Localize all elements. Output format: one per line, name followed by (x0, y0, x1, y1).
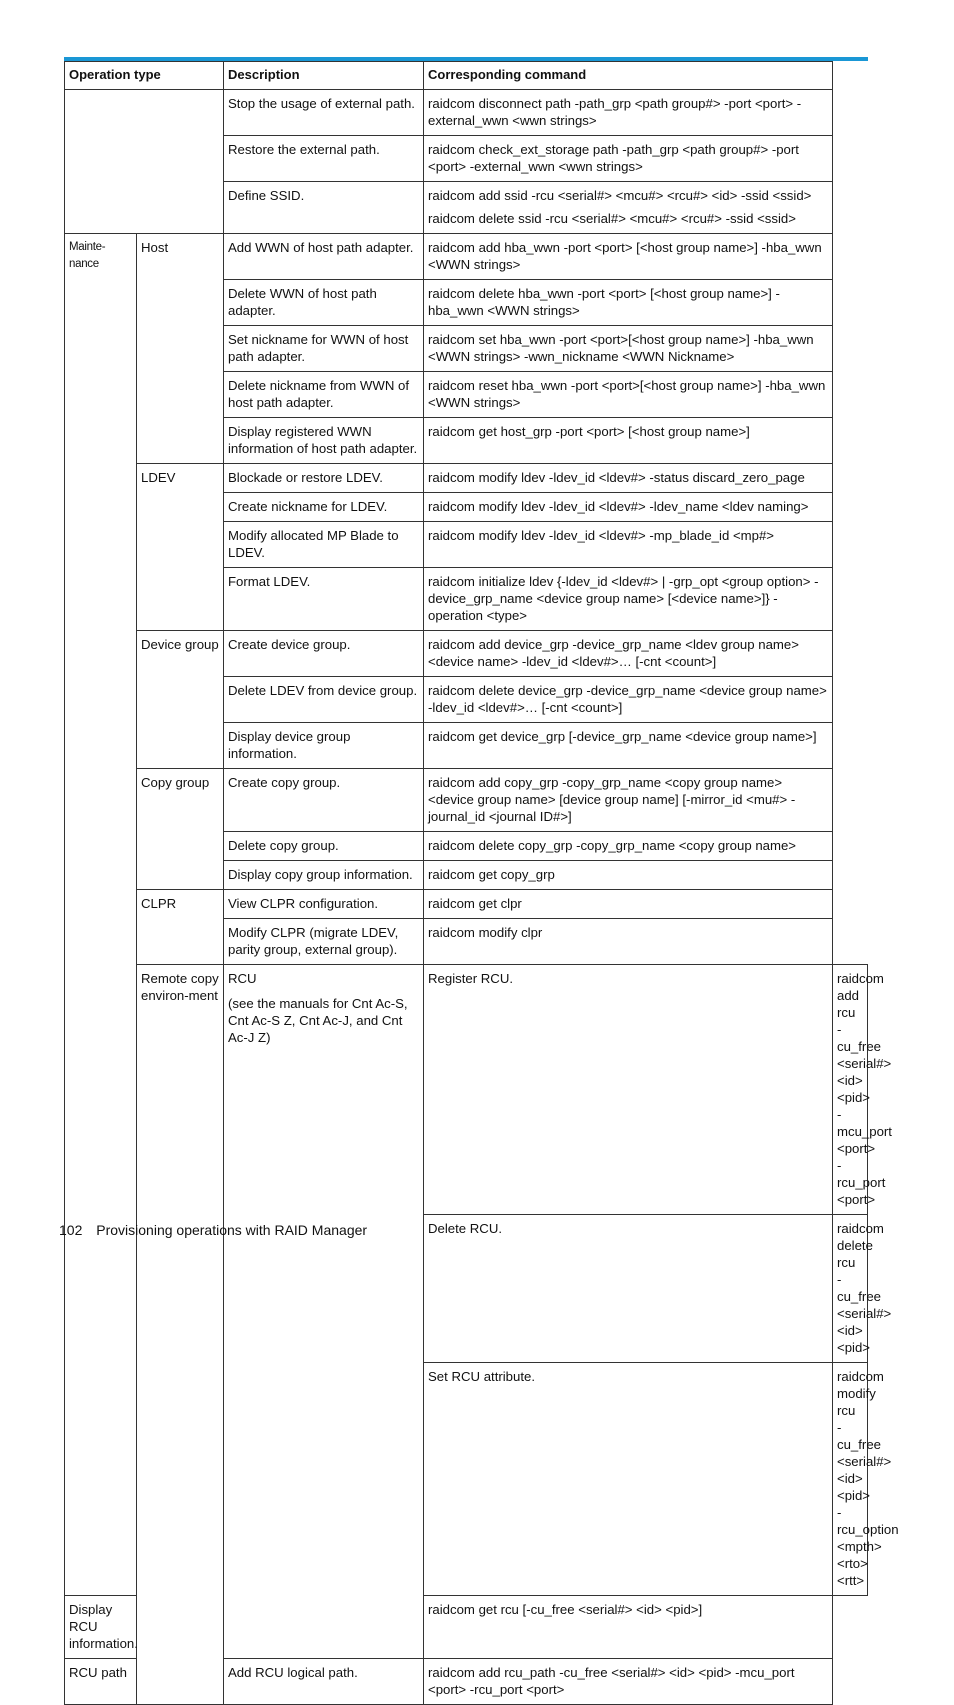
description-cell: Define SSID. (224, 182, 424, 234)
table-row (65, 90, 868, 136)
command-text: raidcom get device_grp [-device_grp_name <device group name>] (428, 729, 817, 744)
description-cell: Delete nickname from WWN of host path adapter. (224, 372, 424, 418)
operation-type-cell-empty (65, 90, 224, 234)
table-row (65, 464, 868, 493)
description-cell: Modify allocated MP Blade to LDEV. (224, 522, 424, 568)
command-cell (424, 90, 833, 136)
command-text: raidcom add rcu_path -cu_free <serial#> <id> <pid> -mcu_port <port> -rcu_port <port> (428, 1665, 795, 1697)
description-cell: Stop the usage of external path. (224, 90, 424, 136)
command-cell (424, 493, 833, 522)
table-row (65, 631, 868, 677)
page-footer (59, 1222, 367, 1238)
command-cell (424, 919, 833, 965)
subtype-rcu-path: RCU path (65, 1659, 137, 1705)
subtype-clpr: CLPR (137, 890, 224, 965)
command-text: raidcom get clpr (428, 896, 522, 911)
description-cell: Create device group. (224, 631, 424, 677)
command-text: raidcom delete rcu -cu_free <serial#> <id> <pid> (837, 1221, 892, 1355)
command-cell (424, 234, 833, 280)
description-cell: Delete RCU. (424, 1215, 833, 1363)
command-text: raidcom get copy_grp (428, 867, 555, 882)
command-text: raidcom delete copy_grp -copy_grp_name <copy group name> (428, 838, 797, 853)
command-cell (424, 1659, 833, 1705)
command-cell (833, 1363, 899, 1596)
command-text: raidcom modify rcu -cu_free <serial#> <id> <pid> -rcu_option <mpth> <rto> <rtt> (837, 1369, 899, 1588)
command-text: raidcom modify clpr (428, 925, 543, 940)
description-cell: Restore the external path. (224, 136, 424, 182)
command-cell (833, 1215, 892, 1363)
command-cell (424, 372, 833, 418)
command-cell (424, 568, 833, 631)
description-cell: Add RCU logical path. (224, 1659, 424, 1705)
command-text: raidcom modify ldev -ldev_id <ldev#> -status discard_zero_page (428, 470, 805, 485)
subtype-ldev: LDEV (137, 464, 224, 631)
command-text: raidcom check_ext_storage path -path_grp <path group#> -port <port> -external_wwn <wwn strings> (428, 142, 799, 174)
command-text: raidcom get rcu [-cu_free <serial#> <id> <pid>] (428, 1602, 703, 1617)
command-text: raidcom add hba_wwn -port <port> [<host group name>] -hba_wwn <WWN strings> (428, 240, 822, 272)
command-cell (424, 522, 833, 568)
command-cell (424, 677, 833, 723)
table-row (65, 234, 868, 280)
command-text: raidcom delete hba_wwn -port <port> [<host group name>] -hba_wwn <WWN strings> (428, 286, 780, 318)
command-text: raidcom reset hba_wwn -port <port>[<host group name>] -hba_wwn <WWN strings> (428, 378, 826, 410)
description-cell: Format LDEV. (224, 568, 424, 631)
command-text: raidcom delete device_grp -device_grp_name <device group name> -ldev_id <ldev#>… [-cnt <count>] (428, 683, 827, 715)
command-cell (424, 464, 833, 493)
page-number: 102 (59, 1222, 83, 1238)
description-cell: View CLPR configuration. (224, 890, 424, 919)
operation-type-remote-copy (137, 965, 224, 1705)
command-cell (424, 280, 833, 326)
command-cell (424, 890, 833, 919)
description-cell: Set RCU attribute. (424, 1363, 833, 1596)
table-row (65, 890, 868, 919)
description-cell: Display copy group information. (224, 861, 424, 890)
header-description: Description (224, 62, 424, 90)
description-cell: Create copy group. (224, 769, 424, 832)
command-cell (424, 1596, 833, 1659)
command-cell (424, 832, 833, 861)
command-text: raidcom modify ldev -ldev_id <ldev#> -mp_blade_id <mp#> (428, 528, 774, 543)
description-cell: Set nickname for WWN of host path adapter. (224, 326, 424, 372)
description-cell: Delete WWN of host path adapter. (224, 280, 424, 326)
description-cell: Display RCU information. (65, 1596, 137, 1659)
command-text: raidcom add device_grp -device_grp_name <ldev group name> <device name> -ldev_id <ldev#>… [-cnt <count>] (428, 637, 799, 669)
description-cell: Register RCU. (424, 965, 833, 1215)
description-cell: Blockade or restore LDEV. (224, 464, 424, 493)
table-row (65, 965, 868, 1215)
command-cell (424, 861, 833, 890)
description-cell: Display registered WWN information of host path adapter. (224, 418, 424, 464)
command-text: raidcom add ssid -rcu <serial#> <mcu#> <rcu#> <id> -ssid <ssid> (428, 188, 812, 203)
command-text: raidcom initialize ldev {-ldev_id <ldev#> | -grp_opt <group option> -device_grp_name <device group name> [<device name>]} -operation <type> (428, 574, 819, 623)
description-cell: Delete LDEV from device group. (224, 677, 424, 723)
subtype-rcu (224, 965, 424, 1659)
header-operation-type: Operation type (65, 62, 224, 90)
command-text: raidcom set hba_wwn -port <port>[<host group name>] -hba_wwn <WWN strings> -wwn_nickname <WWN Nickname> (428, 332, 814, 364)
subtype-copy-group: Copy group (137, 769, 224, 890)
command-cell (424, 631, 833, 677)
command-cell (424, 182, 833, 234)
remote-copy-label: Remote copy environ-ment (141, 971, 219, 1003)
operation-type-maintenance: Mainte-nance (65, 234, 137, 1596)
command-text: raidcom delete ssid -rcu <serial#> <mcu#> <rcu#> -ssid <ssid> (428, 211, 796, 226)
description-cell: Display device group information. (224, 723, 424, 769)
command-cell (424, 418, 833, 464)
command-text: raidcom get host_grp -port <port> [<host group name>] (428, 424, 750, 439)
operations-table (64, 61, 899, 1705)
description-cell: Delete copy group. (224, 832, 424, 861)
command-text: raidcom add copy_grp -copy_grp_name <copy group name> <device group name> [device group name] [-mirror_id <mu#> -journal_id <journal ID#>] (428, 775, 796, 824)
command-text: raidcom modify ldev -ldev_id <ldev#> -ldev_name <ldev naming> (428, 499, 809, 514)
command-text: raidcom disconnect path -path_grp <path group#> -port <port> -external_wwn <wwn strings> (428, 96, 802, 128)
subtype-rcu-note: (see the manuals for Cnt Ac-S, Cnt Ac-S Z, Cnt Ac-J, and Cnt Ac-J Z) (228, 996, 408, 1045)
subtype-rcu-label: RCU (228, 971, 257, 986)
command-text: raidcom add rcu -cu_free <serial#> <id> <pid> -mcu_port <port> -rcu_port <port> (837, 971, 892, 1207)
command-cell (833, 965, 892, 1215)
description-cell: Create nickname for LDEV. (224, 493, 424, 522)
header-corresponding-command: Corresponding command (424, 62, 833, 90)
command-cell (424, 326, 833, 372)
command-cell (424, 136, 833, 182)
table-row (65, 769, 868, 832)
description-cell: Modify CLPR (migrate LDEV, parity group, external group). (224, 919, 424, 965)
subtype-device-group: Device group (137, 631, 224, 769)
table-header-row (65, 62, 868, 90)
description-cell: Add WWN of host path adapter. (224, 234, 424, 280)
footer-section-title: Provisioning operations with RAID Manager (96, 1222, 368, 1238)
subtype-host: Host (137, 234, 224, 464)
command-cell (424, 723, 833, 769)
command-cell (424, 769, 833, 832)
